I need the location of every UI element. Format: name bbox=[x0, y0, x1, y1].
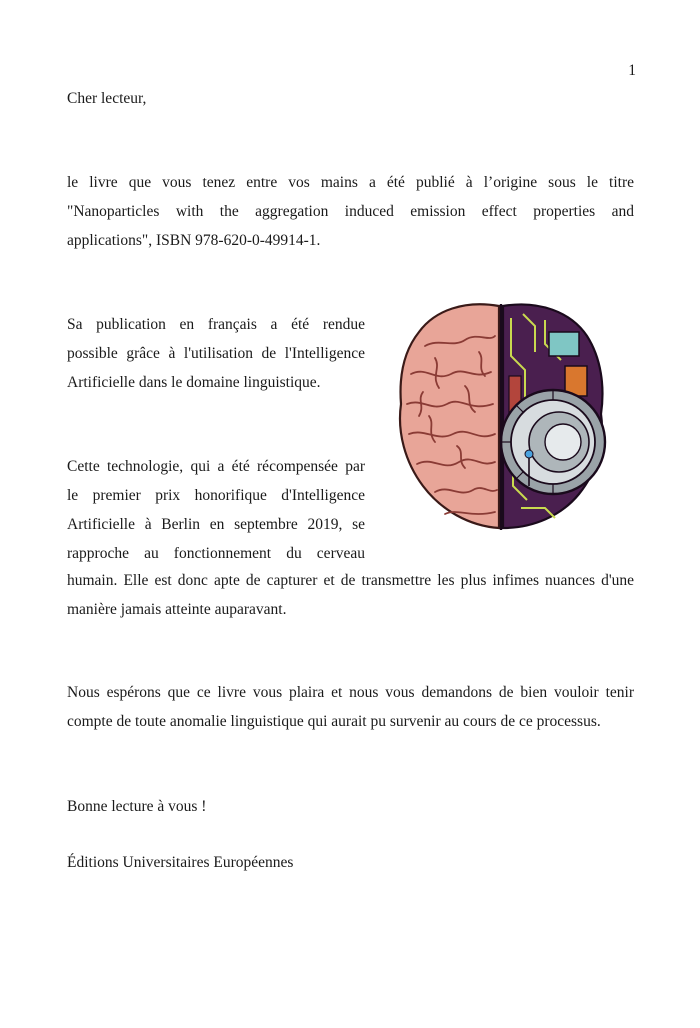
hope-paragraph bbox=[67, 678, 634, 736]
translation-line: possible grâce à l'utilisation de l'Intelligence bbox=[67, 345, 365, 362]
salutation: Cher lecteur, bbox=[67, 90, 147, 107]
intro-line: "Nanoparticles with the aggregation induced emission effect properties and bbox=[67, 203, 634, 220]
hope-line: compte de toute anomalie linguistique qui aurait pu survenir au cours de ce processus. bbox=[67, 713, 601, 730]
page-number: 1 bbox=[628, 62, 636, 79]
technology-paragraph bbox=[67, 452, 365, 568]
technology-paragraph-continued bbox=[67, 566, 634, 624]
translation-line: Artificielle dans le domaine linguistique. bbox=[67, 374, 321, 391]
hope-line: Nous espérons que ce livre vous plaira et nous vous demandons de bien vouloir tenir bbox=[67, 684, 634, 701]
technology-line: rapproche au fonctionnement du cerveau bbox=[67, 545, 365, 562]
intro-line: le livre que vous tenez entre vos mains a été publié à l’origine sous le titre bbox=[67, 174, 634, 191]
brain-circuit-illustration-icon bbox=[395, 296, 607, 532]
publisher-name: Éditions Universitaires Européennes bbox=[67, 854, 294, 871]
intro-paragraph bbox=[67, 168, 634, 255]
technology-line: Artificielle à Berlin en septembre 2019, se bbox=[67, 516, 365, 533]
intro-line: applications", ISBN 978-620-0-49914-1. bbox=[67, 232, 321, 249]
technology-line: manière jamais atteinte auparavant. bbox=[67, 601, 287, 618]
technology-line: Cette technologie, qui a été récompensée par bbox=[67, 458, 365, 475]
translation-line: Sa publication en français a été rendue bbox=[67, 316, 365, 333]
technology-line: humain. Elle est donc apte de capturer et de transmettre les plus infimes nuances d'une bbox=[67, 572, 634, 589]
closing-line: Bonne lecture à vous ! bbox=[67, 798, 207, 815]
technology-line: le premier prix honorifique d'Intelligence bbox=[67, 487, 365, 504]
translation-paragraph bbox=[67, 310, 365, 397]
